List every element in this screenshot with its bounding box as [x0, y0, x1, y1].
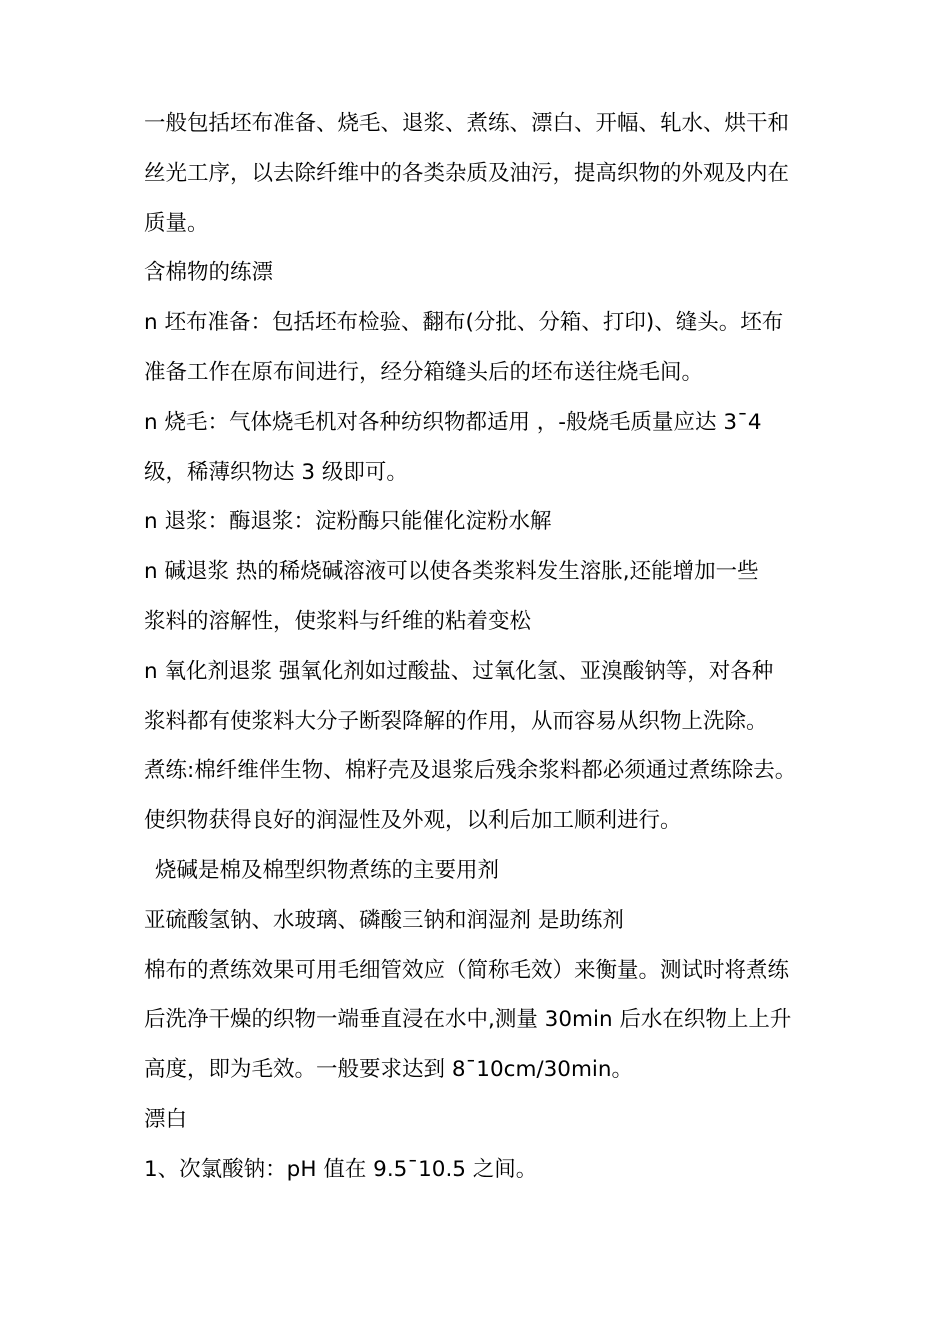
paragraph-line: 级，稀薄织物达 3 级即可。: [144, 459, 408, 485]
section-heading: 含棉物的练漂: [144, 260, 274, 286]
list-item: n 氧化剂退浆 强氧化剂如过酸盐、过氧化氢、亚溴酸钠等，对各种: [144, 658, 774, 684]
section-heading: 漂白: [144, 1106, 188, 1132]
paragraph-line: 后洗净干燥的织物一端垂直浸在水中,测量 30min 后水在织物上上升: [144, 1007, 792, 1033]
paragraph-line: 煮练:棉纤维伴生物、棉籽壳及退浆后残余浆料都必须通过煮练除去。: [144, 758, 797, 784]
list-item: n 退浆：酶退浆：淀粉酶只能催化淀粉水解: [144, 509, 552, 535]
paragraph-line: 丝光工序，以去除纤维中的各类杂质及油污，提高织物的外观及内在: [144, 160, 790, 186]
list-item: n 坯布准备：包括坯布检验、翻布(分批、分箱、打印)、缝头。坯布: [144, 310, 784, 336]
paragraph-line: 浆料的溶解性，使浆料与纤维的粘着变松: [144, 608, 532, 634]
list-item: n 碱退浆 热的稀烧碱溶液可以使各类浆料发生溶胀,还能增加一些: [144, 559, 759, 585]
paragraph-line: 亚硫酸氢钠、水玻璃、磷酸三钠和润湿剂 是助练剂: [144, 907, 624, 933]
paragraph-line: 质量。: [144, 210, 209, 236]
list-item: n 烧毛：气体烧毛机对各种纺织物都适用 ，-般烧毛质量应达 3¯4: [144, 409, 762, 435]
paragraph-line: 高度，即为毛效。一般要求达到 8¯10cm/30min。: [144, 1057, 634, 1083]
paragraph-line: 棉布的煮练效果可用毛细管效应（简称毛效）来衡量。测试时将煮练: [144, 957, 790, 983]
paragraph-line: 使织物获得良好的润湿性及外观，以利后加工顺利进行。: [144, 808, 682, 834]
document-body: [144, 99, 824, 1195]
paragraph-line: 一般包括坯布准备、烧毛、退浆、煮练、漂白、开幅、轧水、烘干和: [144, 111, 790, 136]
paragraph-line: 浆料都有使浆料大分子断裂降解的作用，从而容易从织物上洗除。: [144, 708, 768, 734]
paragraph-line: 烧碱是棉及棉型织物煮练的主要用剂: [155, 857, 500, 883]
paragraph-line: 准备工作在原布间进行，经分箱缝头后的坯布送往烧毛间。: [144, 359, 704, 385]
list-item: 1、次氯酸钠：pH 值在 9.5¯10.5 之间。: [144, 1156, 538, 1182]
